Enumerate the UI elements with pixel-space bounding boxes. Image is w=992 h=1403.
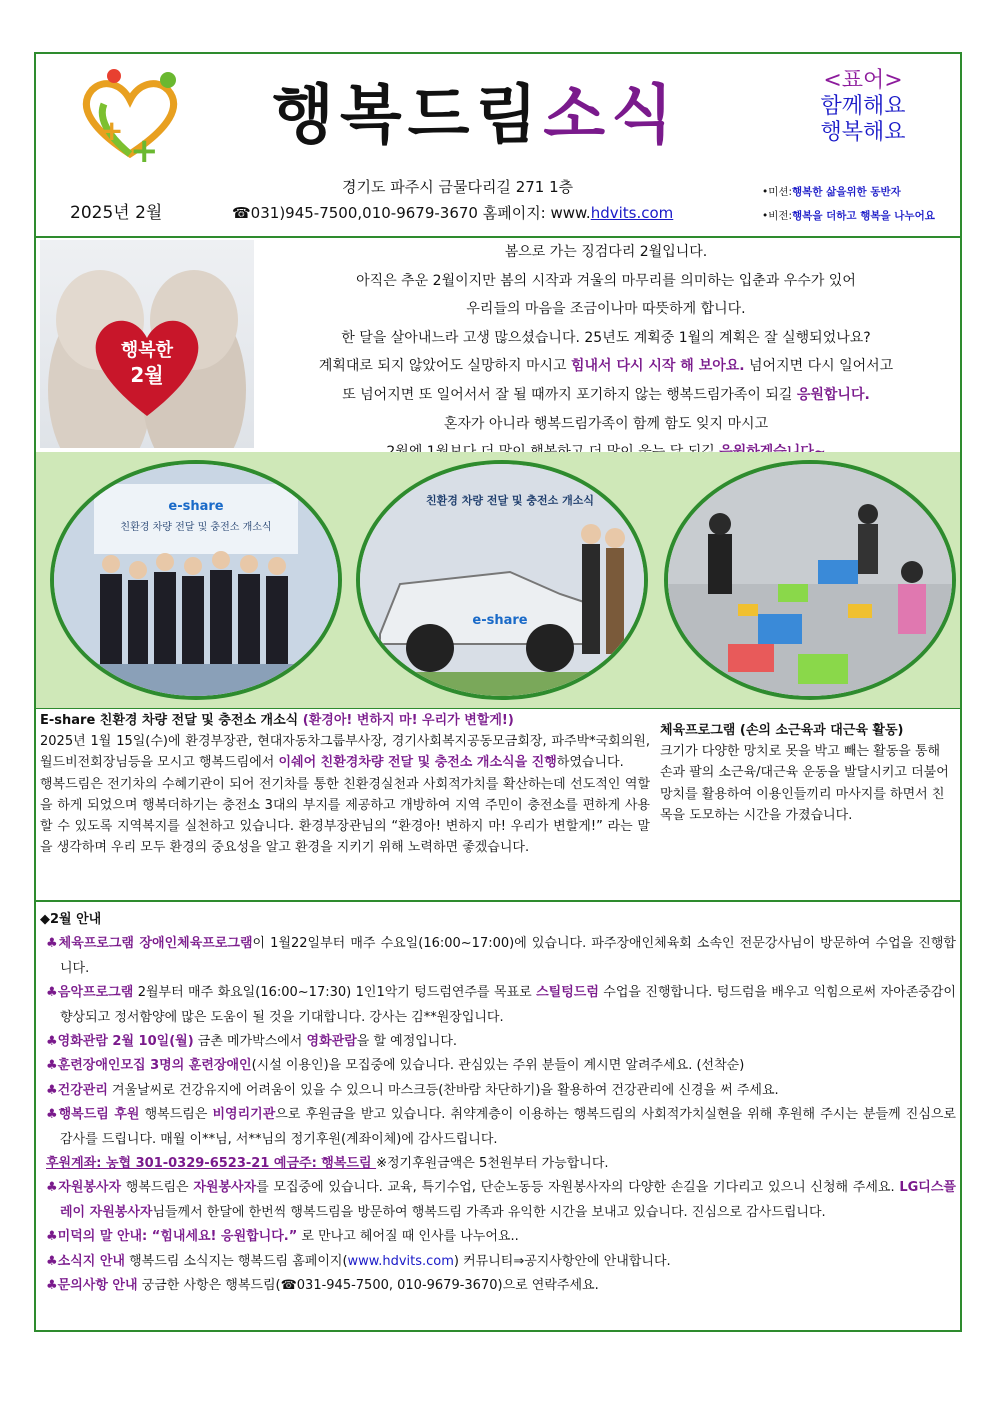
intro-line: 한 달을 살아내느라 고생 많으셨습니다. 25년도 계획중 1월의 계획은 잘 실행되었나요? bbox=[341, 329, 871, 346]
notice-key: 스틸텅드럼 bbox=[536, 985, 599, 1001]
heart-plus-logo bbox=[70, 66, 190, 166]
notice-text: 을 할 예정입니다. bbox=[356, 1034, 458, 1050]
article-sports bbox=[660, 720, 956, 826]
heart-caption-1: 행복한 bbox=[120, 340, 174, 361]
notice-key: ♣미덕의 말 안내: “힘내세요! 응원합니다.” bbox=[46, 1229, 298, 1245]
notice-key: ♣문의사항 안내 bbox=[46, 1278, 138, 1294]
issue-date: 2025년 2월 bbox=[70, 203, 163, 223]
notice-text: 님들께서 한달에 한번씩 행복드림을 방문하여 행복드림 가족과 유익한 시간을 보내고 있습니다. 진심으로 감사드립니다. bbox=[152, 1204, 826, 1220]
intro-highlight: 힘내서 다시 시작 해 보아요. bbox=[571, 358, 745, 375]
phone-text: ☎031)945-7500,010-9679-3670 홈페이지: www. bbox=[232, 204, 591, 222]
notice-key: ♣영화관람 2월 10일(월) bbox=[46, 1034, 194, 1050]
intro-line: 혼자가 아니라 행복드림가족이 함께 함도 잊지 마시고 bbox=[443, 415, 769, 432]
notice-text: 를 모집중에 있습니다. 교육, 특기수업, 단순노동등 자원봉사자의 다양한 손길을 기다리고 있으니 신청해 주세요. bbox=[256, 1180, 900, 1196]
mission bbox=[762, 184, 901, 199]
notice-text: ) 커뮤니티⇒공지사항안에 안내합니다. bbox=[453, 1253, 671, 1269]
notice-text: 행복드림은 bbox=[139, 1107, 213, 1123]
electric-car-photo bbox=[356, 460, 648, 700]
banner-text: 친환경 차량 전달 및 충전소 개소식 bbox=[426, 494, 594, 507]
motto-line-1: 함께해요 bbox=[820, 94, 906, 119]
notice-text: 수업을 진행합니다. 텅드럼을 배우고 익힘으로써 자아존중감이 향상되고 정서함양에 많은 도움이 될 것을 기대합니다. 강사는 김**원장입니다. bbox=[60, 985, 956, 1025]
notice-item bbox=[40, 1054, 956, 1078]
article-eshare-heading bbox=[40, 710, 650, 731]
notice-key: ♣음악프로그램 bbox=[46, 985, 134, 1001]
notice-key: ♣훈련장애인모집 3명의 훈련장애인 bbox=[46, 1058, 252, 1074]
mittens-heart-illustration bbox=[40, 240, 254, 448]
intro-message bbox=[254, 238, 958, 467]
notice-key: ♣행복드림 후원 bbox=[46, 1107, 140, 1123]
notice-key: 비영리기관 bbox=[212, 1107, 276, 1123]
notice-text: (시설 이용인)을 모집중에 있습니다. 관심있는 주위 분들이 계시면 알려주세요. (선착순) bbox=[251, 1058, 745, 1074]
motto-line-2: 행복해요 bbox=[820, 120, 906, 145]
article-eshare-slogan: (환경아! 변하지 마! 우리가 변할게!) bbox=[302, 713, 514, 728]
sign-brand: e-share bbox=[168, 499, 224, 514]
notice-key: LG디스플레이 자원봉사자 bbox=[60, 1180, 956, 1220]
mission-label: •미션: bbox=[762, 186, 793, 198]
article-sports-body: 크기가 다양한 망치로 못을 박고 빼는 활동을 통해 손과 팔의 소근육/대근육 운동을 발달시키고 더불어 망치를 활용하여 이용인들끼리 마사지를 하면서 친목을 도모하는 시간을 가졌습니다. bbox=[660, 744, 949, 823]
article-highlight: 이쉐어 친환경차량 전달 및 충전소 개소식을 진행 bbox=[278, 755, 557, 771]
intro-text: 계획대로 되지 않았어도 실망하지 마시고 bbox=[318, 358, 571, 375]
intro-text: 넘어지면 다시 일어서고 bbox=[744, 358, 894, 375]
photo-band bbox=[36, 452, 960, 709]
notice-text: 궁금한 사항은 행복드림(☎031-945-7500, 010-9679-3670)으로 연락주세요. bbox=[137, 1278, 599, 1294]
notice-text: 이 1월22일부터 매주 수요일(16:00~17:00)에 있습니다. 파주장애인체육회 소속인 전문강사님이 방문하여 수업을 진행합니다. bbox=[60, 936, 956, 976]
address: 경기도 파주시 금물다리길 271 1층 bbox=[342, 178, 574, 196]
mittens-heart-photo bbox=[40, 240, 254, 448]
homepage-link[interactable]: www.hdvits.com bbox=[347, 1253, 454, 1269]
notice-key: ♣자원봉사자 bbox=[46, 1180, 122, 1196]
notice-text: 행복드림 소식지는 행복드림 홈페이지( bbox=[124, 1253, 348, 1269]
header bbox=[36, 54, 960, 238]
section-divider bbox=[36, 900, 960, 902]
notice-text: 로 만나고 헤어질 때 인사를 나누어요.. bbox=[297, 1229, 519, 1245]
intro-text: 또 넘어지면 또 일어서서 잘 될 때까지 포기하지 않는 행복드림가족이 되길 bbox=[342, 386, 797, 403]
notice-item bbox=[40, 1250, 956, 1274]
notice-item bbox=[40, 1030, 956, 1054]
vision bbox=[762, 208, 935, 223]
intro-line: 봄으로 가는 징검다리 2월입니다. bbox=[504, 244, 708, 260]
notice-key: 자원봉사자 bbox=[193, 1180, 257, 1196]
contact-line bbox=[232, 202, 673, 223]
intro-section bbox=[36, 236, 960, 454]
car-decal: e-share bbox=[472, 613, 528, 628]
article-text: 2025년 1월 15일(수)에 환경부장관, 현대자동차그룹부사장, 경기사회복지공동모금회장, 파주박*국회의원, 월드비전회장님등을 모시고 행복드림에서 bbox=[40, 734, 650, 771]
mission-text: 행복한 삶을위한 동반자 bbox=[792, 186, 901, 198]
donation-note: ※정기후원금액은 5천원부터 가능합니다. bbox=[376, 1156, 609, 1172]
february-notices bbox=[40, 908, 956, 1299]
notice-key: 영화관람 bbox=[306, 1034, 357, 1050]
newsletter-frame bbox=[34, 52, 962, 1332]
notice-text: 2월부터 매주 화요일(16:00~17:30) 1인1악기 텅드럼연주를 목표로 bbox=[133, 985, 537, 1001]
svg-text:+: + bbox=[100, 114, 124, 147]
article-eshare-title: E-share 친환경 차량 전달 및 충전소 개소식 bbox=[40, 713, 303, 728]
hammer-activity-photo bbox=[664, 460, 956, 700]
intro-highlight: 응원합니다. bbox=[796, 386, 870, 403]
notice-text: 겨울날씨로 건강유지에 어려움이 있을 수 있으니 마스크등(찬바람 차단하기)을 활용하여 건강관리에 신경을 써 주세요. bbox=[107, 1082, 779, 1098]
intro-line bbox=[254, 352, 958, 381]
notice-item bbox=[40, 1079, 956, 1103]
article-eshare-body-2: 행복드림은 전기차의 수혜기관이 되어 전기차를 통한 친환경실천과 사회적가치를 확산하는데 선도적인 역할을 하게 되었으며 행복더하기는 충전소 3대의 부지를 제공하고 개방하여 지역 주민이 충전소를 편하게 사용할 수 있도록 지역복지를 실천하고 있습니다. 환경부장관님의 “환경아! 변하지 마! 우리가 변할게!” 라는 말을 생각하며 우리 모두 환경의 중요성을 알고 환경을 지키기 위해 노력하면 좋겠습니다. bbox=[40, 776, 650, 856]
notice-item bbox=[40, 1225, 956, 1249]
notice-text: 행복드림은 bbox=[121, 1180, 194, 1196]
title-main: 행복드림 bbox=[272, 79, 544, 153]
notice-item bbox=[40, 932, 956, 981]
donation-account: 후원계좌: 농협 301-0329-6523-21 예금주: 행복드림 bbox=[46, 1156, 377, 1172]
notice-key: 장애인체육프로그램 bbox=[133, 936, 253, 952]
notices-heading: ◆2월 안내 bbox=[40, 912, 102, 927]
article-text: 하였습니다. bbox=[556, 755, 624, 771]
intro-line: 아직은 추운 2월이지만 봄의 시작과 겨울의 마무리를 의미하는 입춘과 우수가 있어 bbox=[356, 272, 856, 289]
heart-caption-2: 2월 bbox=[130, 363, 164, 387]
title-accent: 소식 bbox=[543, 79, 679, 153]
notice-key: ♣건강관리 bbox=[46, 1082, 108, 1098]
sign-title: 친환경 차량 전달 및 충전소 개소식 bbox=[120, 522, 272, 533]
notice-key: ♣체육프로그램 bbox=[46, 936, 134, 952]
notice-item bbox=[40, 1103, 956, 1152]
ceremony-photo bbox=[50, 460, 342, 700]
article-eshare bbox=[40, 710, 650, 858]
homepage-link[interactable]: hdvits.com bbox=[590, 204, 674, 222]
notice-item bbox=[40, 981, 956, 1030]
vision-text: 행복을 더하고 행복을 나누어요 bbox=[792, 210, 935, 222]
notice-text: 금촌 메가박스에서 bbox=[193, 1034, 307, 1050]
notice-item bbox=[40, 1274, 956, 1298]
notice-item bbox=[40, 1176, 956, 1225]
intro-line: 우리들의 마음을 조금이나마 따뜻하게 합니다. bbox=[466, 301, 746, 318]
svg-text:+: + bbox=[130, 131, 159, 166]
notice-key: ♣소식지 안내 bbox=[46, 1253, 125, 1269]
article-eshare-body bbox=[40, 731, 650, 773]
motto-box bbox=[808, 68, 918, 146]
newsletter-title bbox=[272, 64, 679, 156]
motto-tag: <표어> bbox=[823, 68, 903, 93]
notice-text: 으로 후원금을 받고 있습니다. 취약계층이 이용하는 행복드림의 사회적가치실현을 위해 후원해 주시는 분들께 진심으로 감사를 드립니다. 매월 이**님, 서**님의 정기후원(계좌이체)에 감사드립니다. bbox=[60, 1107, 956, 1147]
intro-line bbox=[254, 381, 958, 410]
donation-account-line bbox=[40, 1152, 956, 1176]
article-sports-title: 체육프로그램 (손의 소근육과 대근육 활동) bbox=[660, 723, 904, 738]
vision-label: •비전: bbox=[762, 210, 793, 222]
